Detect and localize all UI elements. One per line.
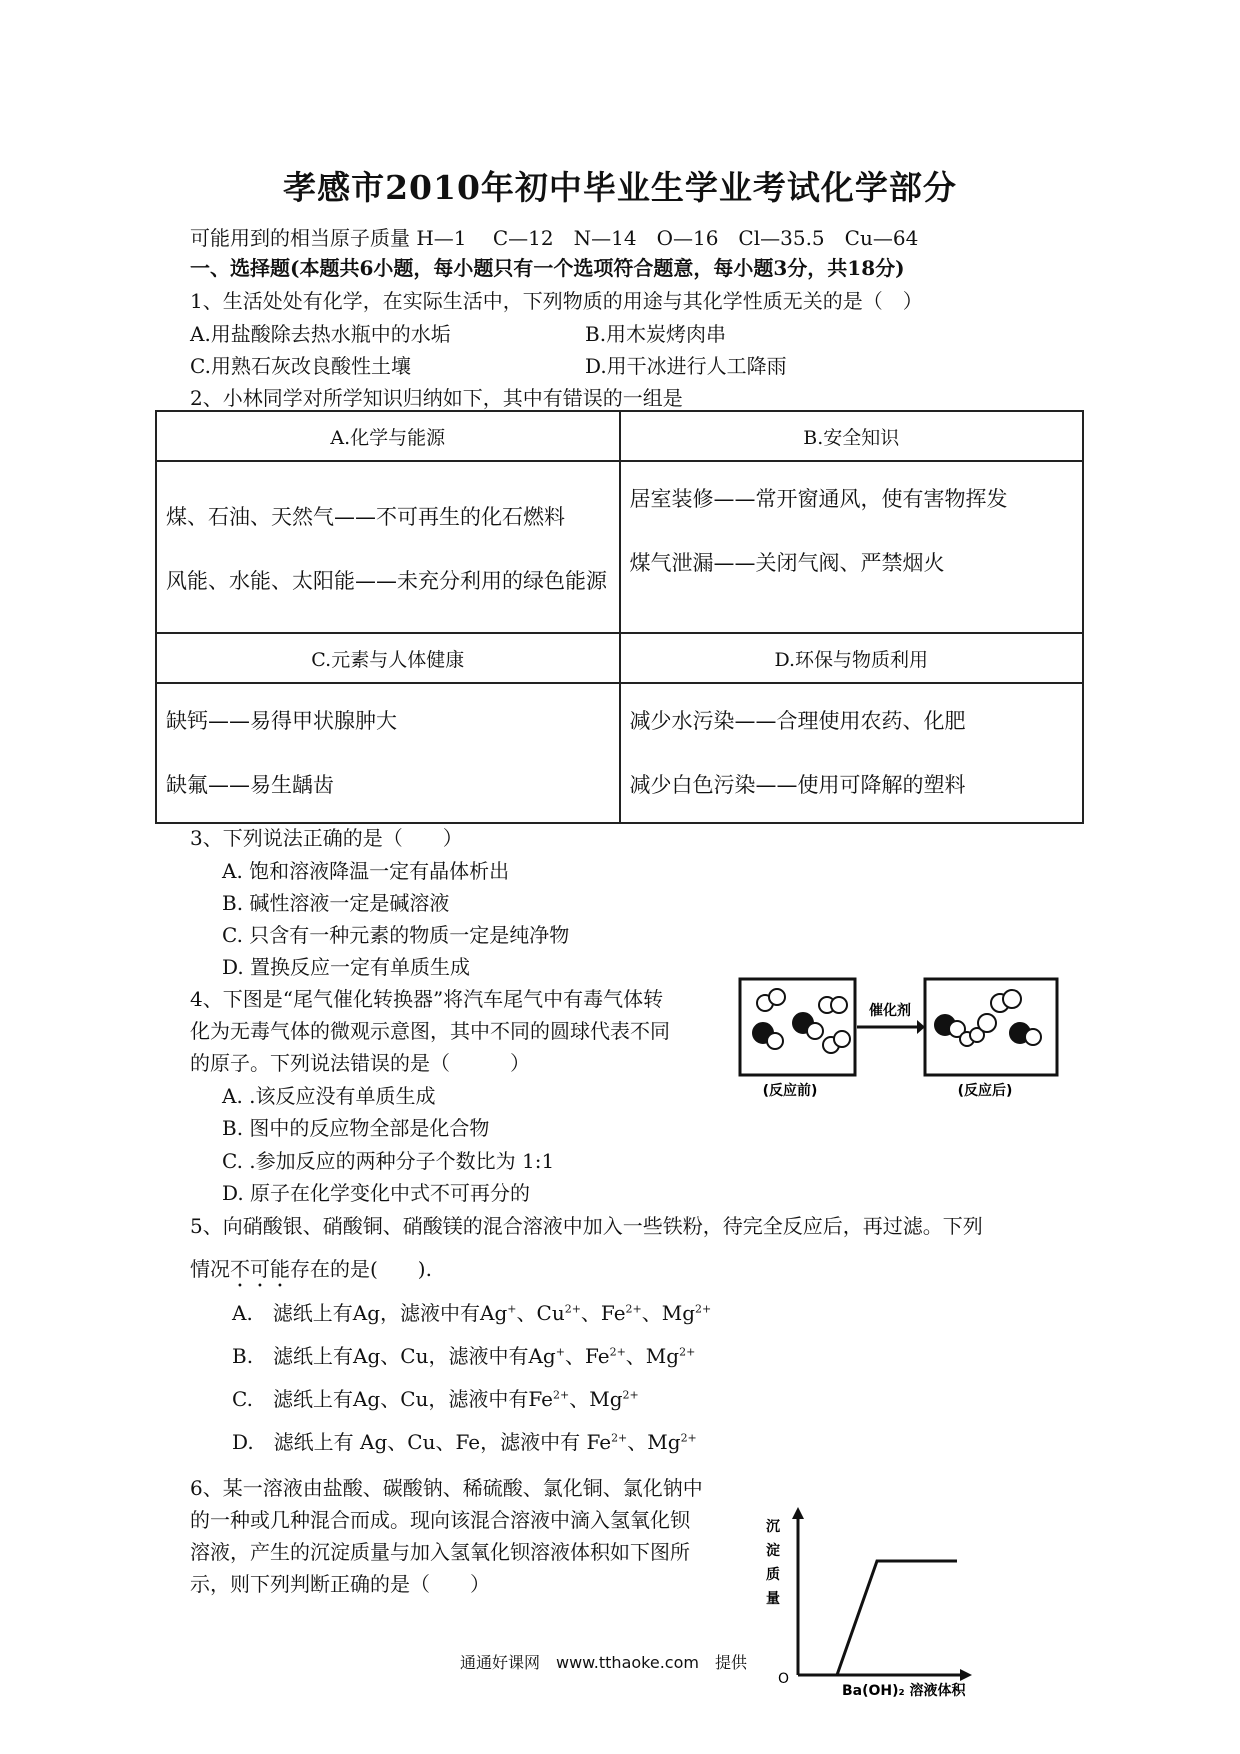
q4-option-c: C. .参加反应的两种分子个数比为 1:1 [222, 1149, 555, 1173]
catalyst-label: 催化剂 [869, 1003, 911, 1019]
precipitate-graph [762, 1505, 1007, 1705]
section-heading: 一、选择题(本题共6小题，每小题只有一个选项符合题意，每小题3分，共18分) [190, 256, 905, 280]
table-cell-a [156, 461, 620, 633]
table-cell-d [620, 683, 1084, 823]
sup-b3: 2+ [679, 1345, 696, 1359]
sup-b1: + [555, 1345, 565, 1359]
graph-origin: O [778, 1671, 790, 1687]
q3-option-d: D. 置换反应一定有单质生成 [222, 955, 471, 979]
table-b-line2: 煤气泄漏——关闭气阀、严禁烟火 [629, 551, 945, 575]
graph-x-label: Ba(OH)₂ 溶液体积 [842, 1683, 966, 1699]
q5-stem-post: 存在的是( ). [290, 1257, 432, 1281]
sup-a3: 2+ [625, 1302, 642, 1316]
q6-stem-line4: 示，则下列判断正确的是（ ） [190, 1572, 490, 1596]
graph-y-label-2: 淀 [766, 1543, 780, 1559]
before-label: (反应前) [762, 1083, 818, 1099]
sup-d2: 2+ [680, 1431, 697, 1445]
q3-option-b: B. 碱性溶液一定是碱溶液 [222, 891, 450, 915]
table-a-line2: 风能、水能、太阳能——未充分利用的绿色能源 [166, 569, 607, 593]
q6-stem-line1: 6、某一溶液由盐酸、碳酸钠、稀硫酸、氯化铜、氯化钠中 [190, 1476, 703, 1500]
q4-option-b: B. 图中的反应物全部是化合物 [222, 1116, 490, 1140]
q5-stem-pre: 情况 [190, 1257, 230, 1281]
q2-stem: 2、小林同学对所学知识归纳如下，其中有错误的一组是 [190, 386, 683, 410]
q3-option-c: C. 只含有一种元素的物质一定是纯净物 [222, 923, 570, 947]
sup-c1: 2+ [553, 1388, 570, 1402]
table-cell-c [156, 683, 620, 823]
q3-option-a: A. 饱和溶液降温一定有晶体析出 [222, 859, 510, 883]
graph-x-arrow [960, 1669, 972, 1681]
q4-stem-line3: 的原子。下列说法错误的是（ ） [190, 1051, 530, 1075]
q5-option-d: D. 滤纸上有 Ag、Cu、Fe，滤液中有 $Fe^{2+}$、$Mg^{2+}$ [232, 1430, 697, 1454]
knowledge-table [155, 410, 1084, 824]
q4-stem-line2: 化为无毒气体的微观示意图，其中不同的圆球代表不同 [190, 1019, 670, 1043]
q1-option-c: C.用熟石灰改良酸性土壤 [190, 354, 411, 378]
table-head-d: D.环保与物质利用 [620, 633, 1084, 683]
q1-option-d: D.用干冰进行人工降雨 [585, 354, 787, 378]
q1-option-b: B.用木炭烤肉串 [585, 322, 727, 346]
q6-stem-line3: 溶液，产生的沉淀质量与加入氢氧化钡溶液体积如下图所 [190, 1540, 690, 1564]
table-cell-b [620, 461, 1084, 633]
graph-curve [837, 1561, 957, 1675]
q4-option-d: D. 原子在化学变化中式不可再分的 [222, 1181, 531, 1205]
q5-option-b: B. 滤纸上有Ag、Cu，滤液中有Ag+、$Fe^{2+}$、$Mg^{2+}$ [232, 1344, 696, 1368]
graph-y-label-1: 沉 [766, 1519, 780, 1535]
sup-a4: 2+ [695, 1302, 712, 1316]
table-c-line1: 缺钙——易得甲状腺肿大 [166, 709, 397, 733]
q4-stem-line1: 4、下图是“尾气催化转换器”将汽车尾气中有毒气体转 [190, 987, 664, 1011]
table-c-line2: 缺氟——易生龋齿 [166, 773, 334, 797]
sup-a1: + [507, 1302, 517, 1316]
graph-y-label-4: 量 [766, 1591, 780, 1607]
sup-a2: 2+ [564, 1302, 581, 1316]
q5-option-c: C. 滤纸上有Ag、Cu，滤液中有$Fe^{2+}$、$Mg^{2+}$ [232, 1387, 639, 1411]
table-head-b: B.安全知识 [620, 411, 1084, 461]
atomic-masses: 可能用到的相当原子质量 H—1 C—12 N—14 O—16 Cl—35.5 Cu—64 [190, 226, 919, 250]
graph-y-label-3: 质 [766, 1567, 780, 1583]
q1-stem: 1、生活处处有化学，在实际生活中，下列物质的用途与其化学性质无关的是（ ） [190, 289, 923, 313]
page-title: 孝感市2010年初中毕业生学业考试化学部分 [283, 168, 957, 207]
q3-stem: 3、下列说法正确的是（ ） [190, 826, 463, 850]
before-molecules [753, 989, 850, 1053]
after-molecules [935, 990, 1041, 1046]
sup-d1: 2+ [611, 1431, 628, 1445]
q5-option-a: A. 滤纸上有Ag，滤液中有Ag+、$Cu^{2+}$、$Fe^{2+}$、$Mg^{2+}$ [232, 1301, 712, 1325]
q6-stem-line2: 的一种或几种混合而成。现向该混合溶液中滴入氢氧化钡 [190, 1508, 690, 1532]
footer-source: 通通好课网 www.tthaoke.com 提供 [460, 1653, 747, 1672]
graph-y-arrow [792, 1507, 804, 1519]
q5-stem-line1: 5、向硝酸银、硝酸铜、硝酸镁的混合溶液中加入一些铁粉，待完全反应后，再过滤。下列 [190, 1214, 983, 1238]
q4-option-a: A. .该反应没有单质生成 [222, 1084, 436, 1108]
table-head-c: C.元素与人体健康 [156, 633, 620, 683]
table-head-a: A.化学与能源 [156, 411, 620, 461]
catalytic-converter-diagram [735, 975, 1065, 1105]
table-d-line1: 减少水污染——合理使用农药、化肥 [629, 709, 966, 733]
q5-stem-line2 [190, 1253, 432, 1292]
table-b-line1: 居室装修——常开窗通风，使有害物挥发 [629, 487, 1008, 511]
sup-c2: 2+ [622, 1388, 639, 1402]
after-label: (反应后) [957, 1083, 1013, 1099]
q1-option-a: A.用盐酸除去热水瓶中的水垢 [190, 322, 451, 346]
sup-b2: 2+ [609, 1345, 626, 1359]
table-d-line2: 减少白色污染——使用可降解的塑料 [629, 773, 966, 797]
q5-stem-emphasis: 不可能 [230, 1257, 290, 1281]
table-a-line1: 煤、石油、天然气——不可再生的化石燃料 [166, 505, 565, 529]
